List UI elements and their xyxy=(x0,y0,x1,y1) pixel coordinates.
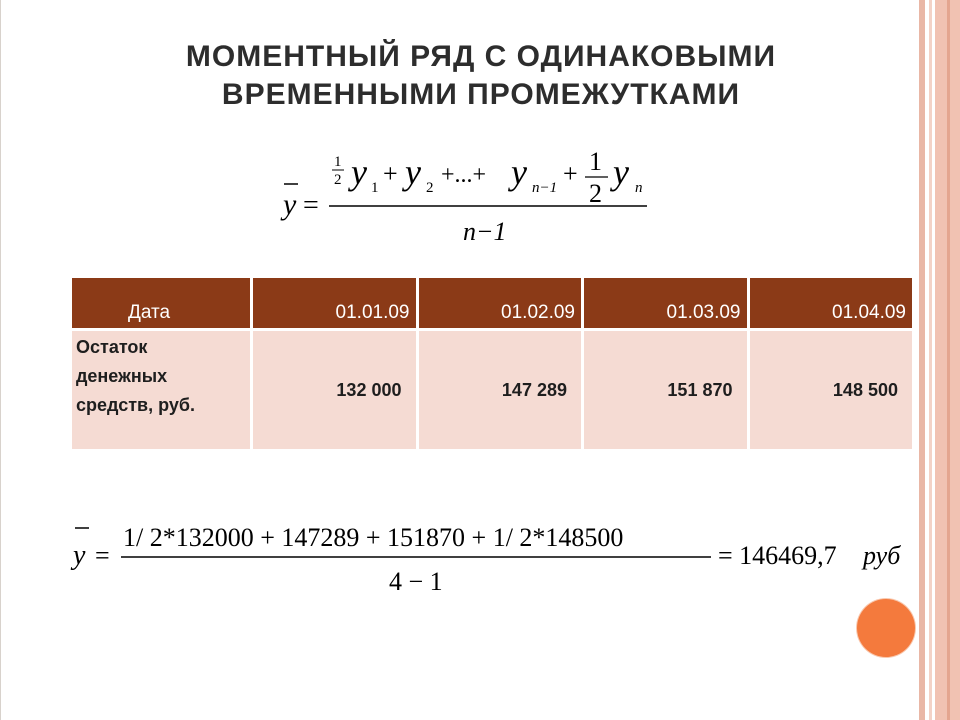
formula-dots: +...+ xyxy=(441,162,487,188)
formula-equals: = xyxy=(303,190,319,221)
table-header-row xyxy=(72,278,912,328)
general-formula xyxy=(271,142,661,252)
formula-big-half-num: 1 xyxy=(589,147,602,176)
slide-title xyxy=(61,38,901,114)
formula-yn1: y xyxy=(511,152,527,192)
slide-title-line1: МОМЕНТНЫЙ РЯД С ОДИНАКОВЫМИ xyxy=(185,40,777,73)
data-table xyxy=(69,278,915,449)
row-label-line: денежных xyxy=(76,366,168,386)
formula-lhs-y: y xyxy=(283,188,297,221)
formula-subn: n xyxy=(635,180,643,196)
table-header-date: 01.03.09 xyxy=(584,278,747,328)
table-header-date: 01.02.09 xyxy=(419,278,582,328)
decorative-stripe xyxy=(947,0,950,720)
formula-big-half-den: 2 xyxy=(589,179,602,208)
row-label-line: Остаток xyxy=(76,337,148,357)
formula-denominator: n−1 xyxy=(463,217,507,246)
computed-unit: руб xyxy=(863,541,901,570)
table-cell-value: 151 870 xyxy=(584,328,747,449)
formula-y2: y xyxy=(405,152,421,192)
computed-denominator: 4 − 1 xyxy=(389,567,443,596)
computed-result: = 146469,7 xyxy=(718,541,837,570)
table-header-label: Дата xyxy=(72,278,250,328)
formula-plus: + xyxy=(383,159,398,188)
formula-half-den: 2 xyxy=(334,172,342,188)
table-cell-value: 147 289 xyxy=(419,328,582,449)
computed-equals: = xyxy=(95,541,110,570)
formula-sub2: 2 xyxy=(426,180,434,196)
slide-title-line2: ВРЕМЕННЫМИ ПРОМЕЖУТКАМИ xyxy=(221,78,741,111)
formula-half-num: 1 xyxy=(334,154,342,170)
table-cell-value: 148 500 xyxy=(750,328,913,449)
table-header-date: 01.01.09 xyxy=(253,278,416,328)
decorative-stripe xyxy=(919,0,925,720)
decorative-orange-circle xyxy=(857,599,915,657)
computed-numerator: 1/ 2*132000 + 147289 + 151870 + 1/ 2*148500 xyxy=(123,523,624,552)
formula-subn1: n−1 xyxy=(532,180,558,196)
table-row xyxy=(72,328,912,449)
computed-formula xyxy=(63,512,923,602)
formula-sub1: 1 xyxy=(371,180,379,196)
table-cell-value: 132 000 xyxy=(253,328,416,449)
computed-lhs-y: y xyxy=(73,540,86,571)
decorative-stripe xyxy=(929,0,932,720)
table-row-label xyxy=(72,328,250,449)
row-label-line: средств, руб. xyxy=(76,395,195,415)
formula-y1: y xyxy=(351,152,367,192)
table-header-date: 01.04.09 xyxy=(750,278,913,328)
formula-yn: y xyxy=(613,152,629,192)
formula-plus: + xyxy=(563,159,578,188)
